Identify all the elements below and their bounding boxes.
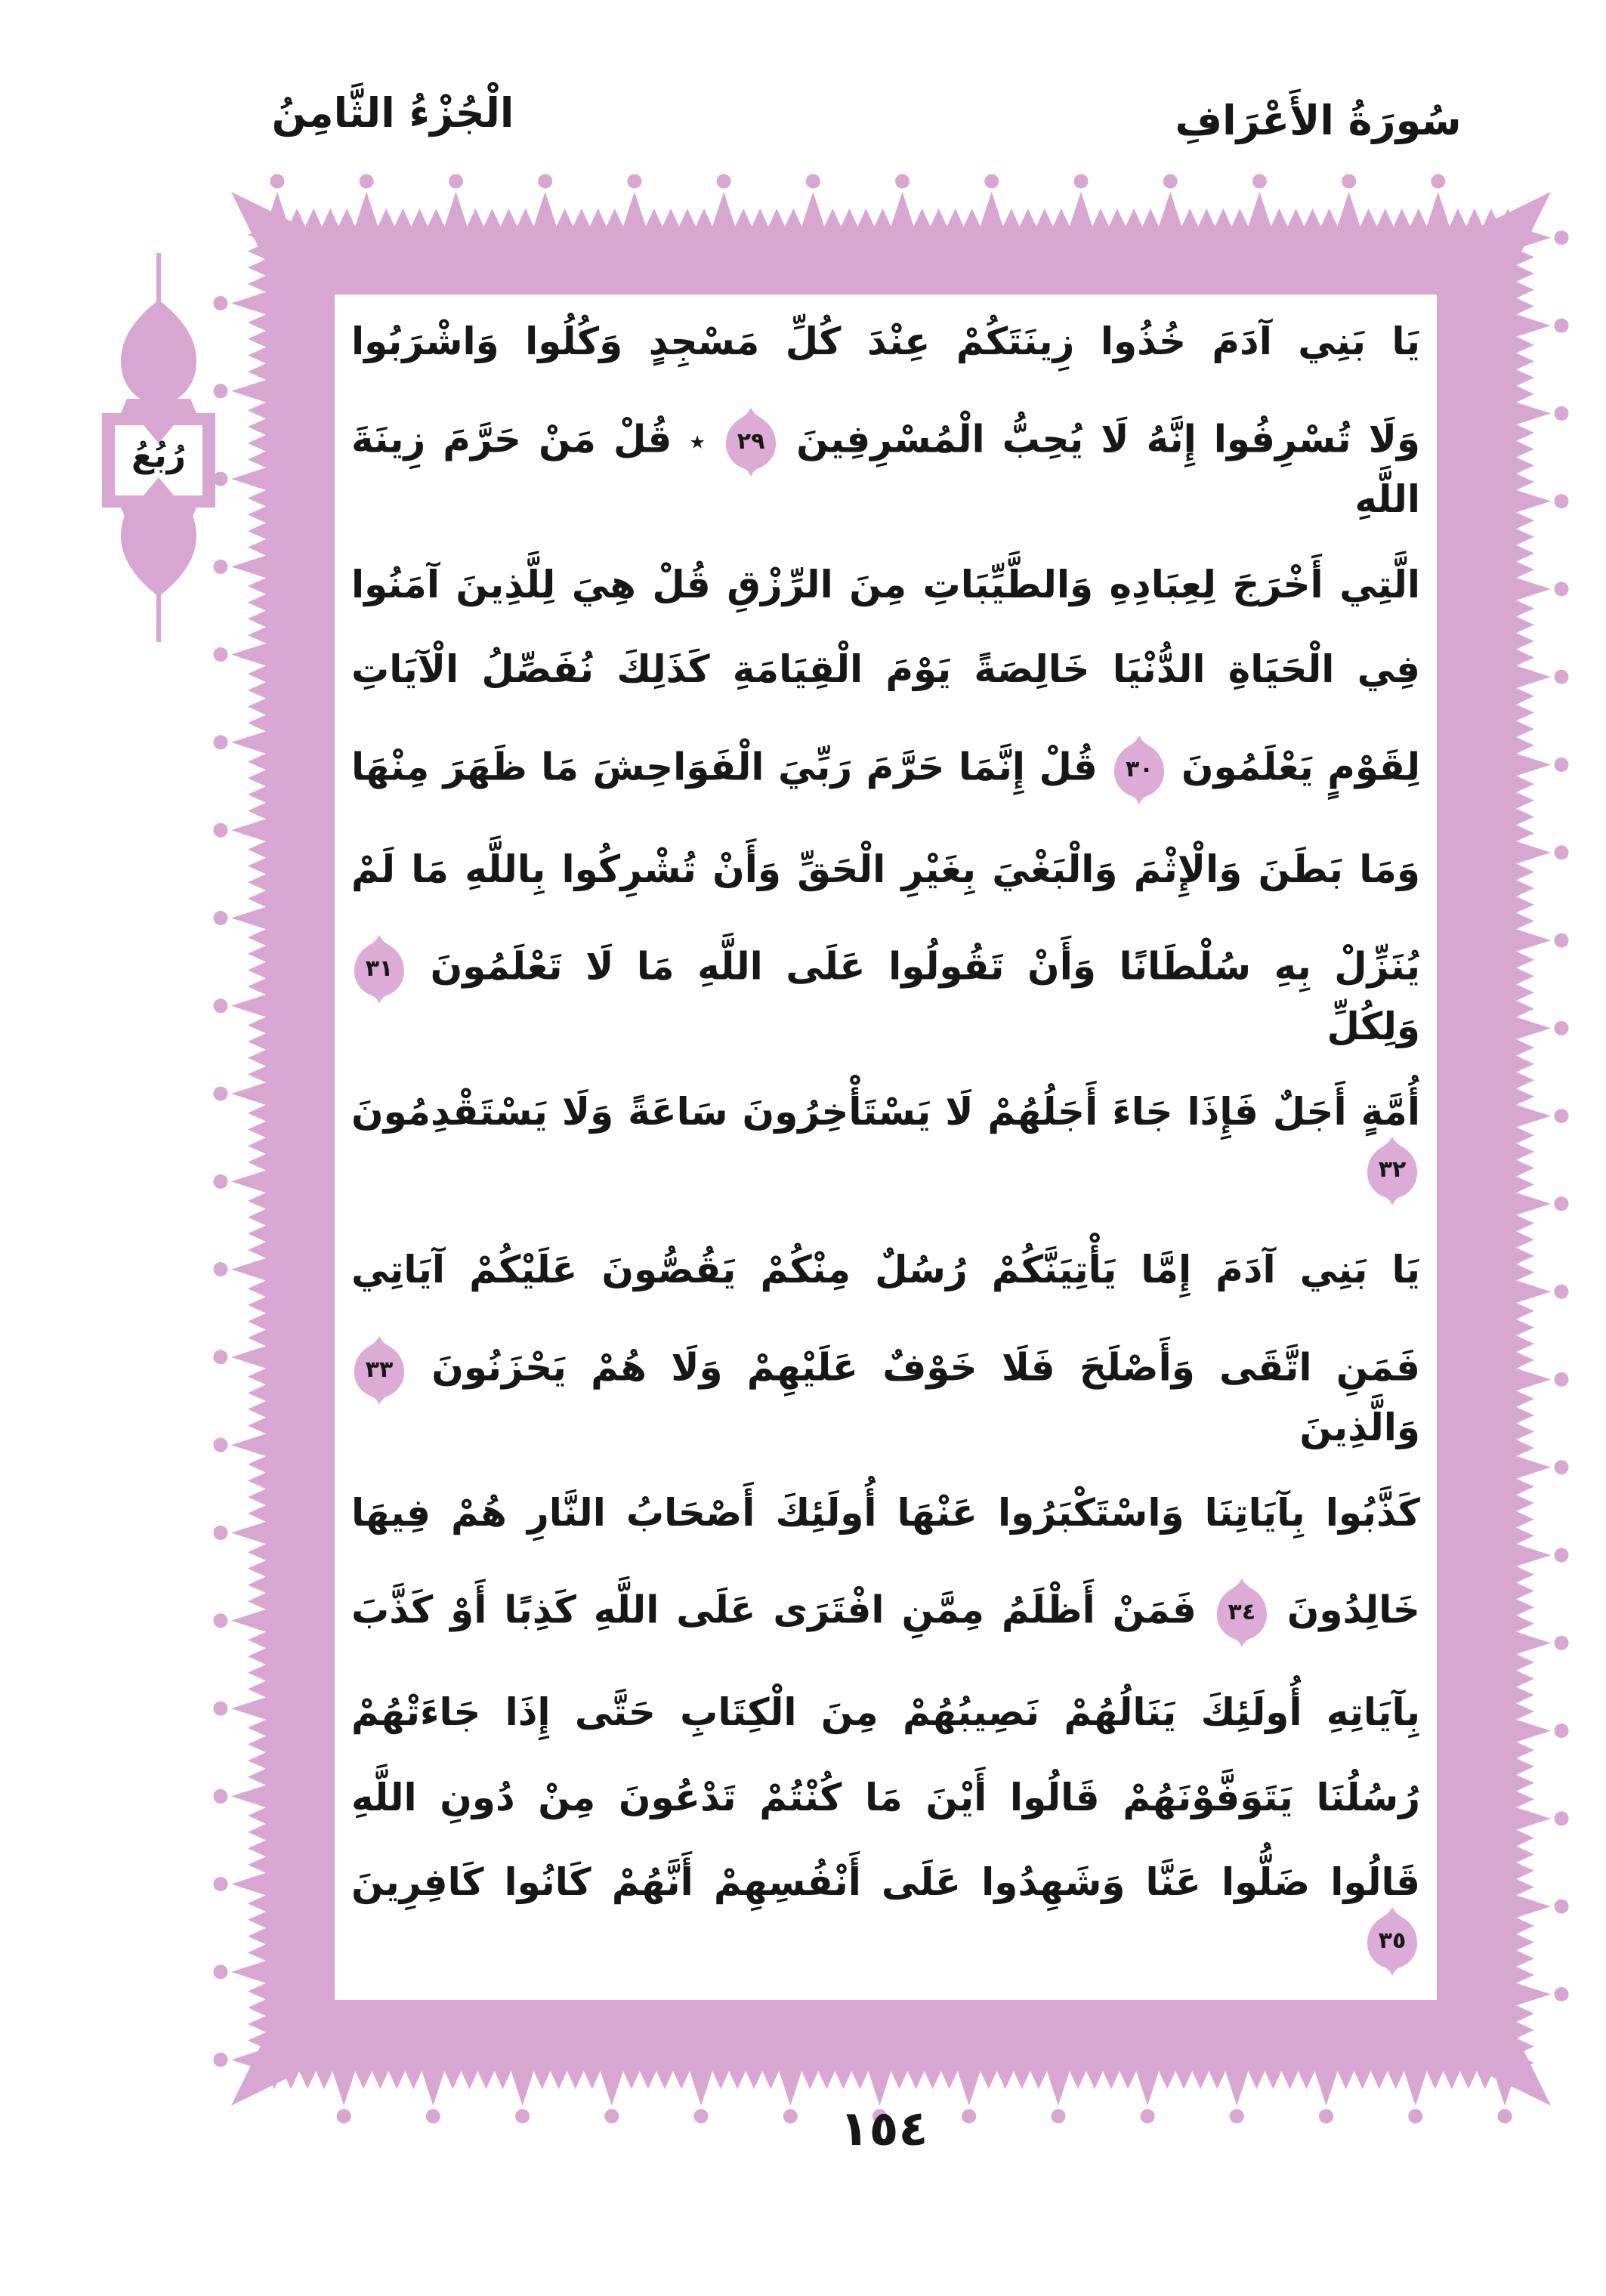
quran-line bbox=[351, 320, 1420, 364]
quran-line bbox=[351, 406, 1420, 522]
ayah-text: أُمَّةٍ أَجَلٌ فَإِذَا جَاءَ أَجَلُهُمْ لَا يَسْتَأْخِرُونَ سَاعَةً وَلَا يَسْتَقْدِمُونَ bbox=[351, 1090, 1420, 1134]
verse-number: ٣١ bbox=[365, 955, 394, 983]
verse-marker bbox=[351, 933, 407, 1005]
ayah-text: فَمَنْ أَظْلَمُ مِمَّنِ افْتَرَى عَلَى اللَّهِ كَذِبًا أَوْ كَذَّبَ bbox=[351, 1588, 1197, 1632]
ayah-text: فَمَنِ اتَّقَى وَأَصْلَحَ فَلَا خَوْفٌ عَلَيْهِمْ وَلَا هُمْ يَحْزَنُونَ bbox=[431, 1345, 1420, 1390]
quran-line bbox=[351, 848, 1420, 892]
quran-line bbox=[351, 1248, 1420, 1292]
verse-marker bbox=[723, 406, 779, 478]
quran-line bbox=[351, 1861, 1420, 1977]
rub-label: رُبُعُ bbox=[131, 437, 186, 475]
ayah-text: يَا بَنِي آدَمَ خُذُوا زِينَتَكُمْ عِنْدَ كُلِّ مَسْجِدٍ وَكُلُوا وَاشْرَبُوا bbox=[351, 319, 1420, 363]
verse-marker bbox=[1364, 1905, 1420, 1977]
quran-line bbox=[351, 1492, 1420, 1535]
verse-number: ٣٥ bbox=[1378, 1927, 1407, 1954]
verse-number: ٣٠ bbox=[1126, 756, 1154, 782]
ayah-text: قُلْ إِنَّمَا حَرَّمَ رَبِّيَ الْفَوَاحِشَ مَا ظَهَرَ مِنْهَا bbox=[351, 745, 1098, 789]
ayah-text: بِآيَاتِهِ أُولَئِكَ يَنَالُهُمْ نَصِيبُهُمْ مِنَ الْكِتَابِ حَتَّى إِذَا جَاءَتْهُمْ bbox=[351, 1690, 1420, 1734]
verse-marker bbox=[1111, 733, 1167, 806]
quran-line bbox=[351, 733, 1420, 806]
ayah-text: يُنَزِّلْ بِهِ سُلْطَانًا وَأَنْ تَقُولُوا عَلَى اللَّهِ مَا لَا تَعْلَمُونَ bbox=[430, 944, 1420, 989]
ayah-text: وَلِكُلِّ bbox=[1326, 1004, 1420, 1049]
quran-line bbox=[351, 648, 1420, 692]
quran-text-area bbox=[335, 295, 1437, 2000]
verse-number: ٣٣ bbox=[365, 1356, 394, 1383]
quran-line bbox=[351, 563, 1420, 607]
quran-line bbox=[351, 933, 1420, 1049]
juz-title: الْجُزْءُ الثَّامِنُ bbox=[271, 89, 514, 137]
ayah-text: فِي الْحَيَاةِ الدُّنْيَا خَالِصَةً يَوْمَ الْقِيَامَةِ كَذَلِكَ نُفَصِّلُ الْآيَاتِ bbox=[351, 647, 1420, 692]
ayah-text: خَالِدُونَ bbox=[1286, 1588, 1420, 1632]
ayah-text: وَالَّذِينَ bbox=[1299, 1405, 1420, 1449]
rub-quarter-marker bbox=[83, 253, 234, 642]
verse-marker bbox=[351, 1334, 407, 1406]
quran-line bbox=[351, 1091, 1420, 1207]
quran-line bbox=[351, 1334, 1420, 1450]
ayah-text: الَّتِي أَخْرَجَ لِعِبَادِهِ وَالطَّيِّبَاتِ مِنَ الرِّزْقِ قُلْ هِيَ لِلَّذِينَ آمَنُوا bbox=[351, 562, 1420, 606]
verse-marker bbox=[1214, 1576, 1270, 1649]
quran-line bbox=[351, 1691, 1420, 1735]
verse-number: ٣٢ bbox=[1378, 1156, 1407, 1183]
verse-number: ٣٤ bbox=[1228, 1599, 1256, 1626]
ayah-text: قُلْ مَنْ حَرَّمَ زِينَةَ اللَّهِ bbox=[351, 417, 1420, 521]
ayah-text: قَالُوا ضَلُّوا عَنَّا وَشَهِدُوا عَلَى أَنْفُسِهِمْ أَنَّهُمْ كَانُوا كَافِرِينَ bbox=[351, 1860, 1420, 1905]
hizb-star-icon: ٭ bbox=[689, 424, 706, 459]
verse-number: ٢٩ bbox=[737, 427, 765, 455]
quran-line bbox=[351, 1776, 1420, 1820]
ayah-text: رُسُلُنَا يَتَوَفَّوْنَهُمْ قَالُوا أَيْنَ مَا كُنْتُمْ تَدْعُونَ مِنْ دُونِ اللَّهِ bbox=[351, 1775, 1420, 1819]
surah-title: سُورَةُ الأَعْرَافِ bbox=[1175, 97, 1462, 144]
ayah-text: لِقَوْمٍ يَعْلَمُونَ bbox=[1181, 745, 1420, 789]
verse-marker bbox=[1364, 1134, 1420, 1207]
page-number: ١٥٤ bbox=[839, 2101, 928, 2157]
quran-line bbox=[351, 1576, 1420, 1649]
ayah-text: كَذَّبُوا بِآيَاتِنَا وَاسْتَكْبَرُوا عَنْهَا أُولَئِكَ أَصْحَابُ النَّارِ هُمْ فِيهَا bbox=[351, 1490, 1420, 1535]
ayah-text: يَا بَنِي آدَمَ إِمَّا يَأْتِيَنَّكُمْ رُسُلٌ مِنْكُمْ يَقُصُّونَ عَلَيْكُمْ آيَاتِي bbox=[351, 1248, 1420, 1292]
ayah-text: وَلَا تُسْرِفُوا إِنَّهُ لَا يُحِبُّ الْمُسْرِفِينَ bbox=[796, 417, 1420, 461]
ayah-text: وَمَا بَطَنَ وَالْإِثْمَ وَالْبَغْيَ بِغَيْرِ الْحَقِّ وَأَنْ تُشْرِكُوا بِاللَّهِ مَا لَمْ bbox=[351, 847, 1420, 891]
